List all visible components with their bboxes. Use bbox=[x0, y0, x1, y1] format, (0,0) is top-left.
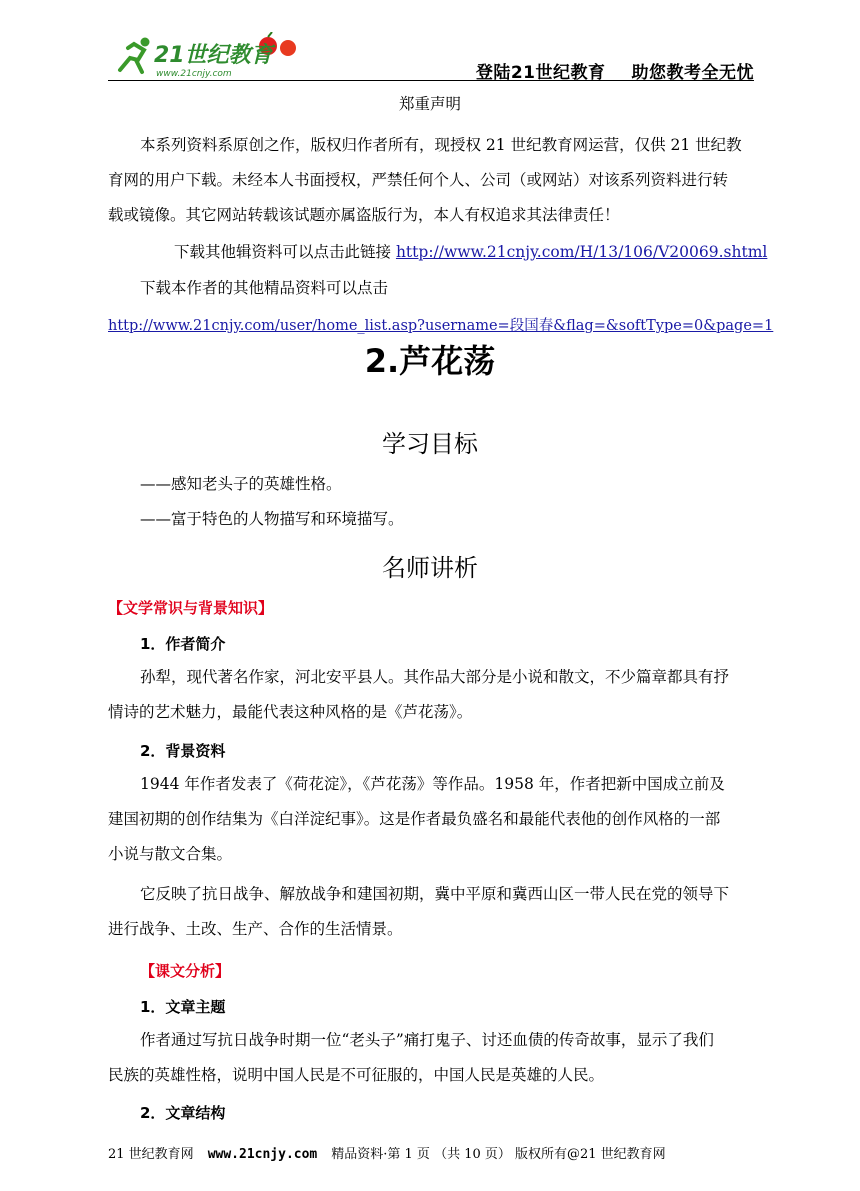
subsection-heading: 2．背景资料 bbox=[140, 742, 226, 760]
header-tagline: 助您教考全无忧 bbox=[631, 63, 754, 83]
section-heading: 【文学常识与背景知识】 bbox=[108, 599, 274, 617]
notice-line-3: 载或镜像。其它网站转载该试题亦属盗版行为，本人有权追求其法律责任！ bbox=[108, 206, 620, 224]
footer-right: 精品资料·第 1 页 （共 10 页） 版权所有@21 世纪教育网 bbox=[331, 1147, 666, 1162]
goal-item: ——感知老头子的英雄性格。 bbox=[140, 475, 342, 493]
goal-item: ——富于特色的人物描写和环境描写。 bbox=[140, 510, 404, 528]
site-logo bbox=[112, 32, 312, 78]
paragraph-line: 情诗的艺术魅力，最能代表这种风格的是《芦花荡》。 bbox=[108, 703, 473, 721]
paragraph-line: 它反映了抗日战争、解放战争和建国初期，冀中平原和冀西山区一带人民在党的领导下 bbox=[140, 885, 730, 903]
subsection-heading: 2．文章结构 bbox=[140, 1104, 226, 1122]
section-heading: 【课文分析】 bbox=[140, 962, 231, 980]
notice-title: 郑重声明 bbox=[398, 95, 461, 113]
download-link[interactable]: http://www.21cnjy.com/H/13/106/V20069.shtml bbox=[395, 243, 768, 261]
download-label: 下载其他辑资料可以点击此链接 bbox=[174, 243, 392, 261]
download-line bbox=[174, 240, 767, 265]
paragraph-line: 建国初期的创作结集为《白洋淀纪事》。这是作者最负盛名和最能代表他的创作风格的一部 bbox=[108, 810, 721, 828]
paragraph-line: 小说与散文合集。 bbox=[108, 845, 233, 863]
author-link[interactable]: http://www.21cnjy.com/user/home_list.asp?username=段国春&flag=&softType=0&page=1 bbox=[108, 318, 774, 334]
goals-heading: 学习目标 bbox=[382, 430, 478, 458]
header-divider bbox=[108, 80, 754, 81]
paragraph-line: 作者通过写抗日战争时期一位“老头子”痛打鬼子、讨还血债的传奇故事，显示了我们 bbox=[140, 1031, 714, 1049]
notice-line-1: 本系列资料系原创之作，版权归作者所有，现授权 21 世纪教育网运营，仅供 21 世纪教 bbox=[140, 136, 742, 154]
footer-left: 21 世纪教育网 bbox=[108, 1147, 194, 1162]
notice-line-2: 育网的用户下载。未经本人书面授权，严禁任何个人、公司（或网站）对该系列资料进行转 bbox=[108, 171, 729, 189]
logo-text: 21世纪教育 bbox=[154, 43, 273, 68]
page-footer bbox=[108, 1143, 666, 1162]
subsection-heading: 1．作者简介 bbox=[140, 635, 226, 653]
article-title: 2.芦花荡 bbox=[364, 342, 496, 380]
paragraph-line: 1944 年作者发表了《荷花淀》，《芦花荡》等作品。1958 年，作者把新中国成立前及 bbox=[140, 775, 725, 793]
author-label: 下载本作者的其他精品资料可以点击 bbox=[140, 279, 389, 297]
logo-url: www.21cnjy.com bbox=[156, 69, 232, 78]
footer-site: www.21cnjy.com bbox=[207, 1147, 318, 1162]
analysis-heading: 名师讲析 bbox=[382, 554, 478, 582]
header-login-text: 登陆21世纪教育 bbox=[475, 63, 606, 83]
paragraph-line: 孙犁，现代著名作家，河北安平县人。其作品大部分是小说和散文，不少篇章都具有抒 bbox=[140, 668, 730, 686]
paragraph-line: 进行战争、土改、生产、合作的生活情景。 bbox=[108, 920, 403, 938]
subsection-heading: 1．文章主题 bbox=[140, 998, 226, 1016]
paragraph-line: 民族的英雄性格，说明中国人民是不可征服的，中国人民是英雄的人民。 bbox=[108, 1066, 605, 1084]
